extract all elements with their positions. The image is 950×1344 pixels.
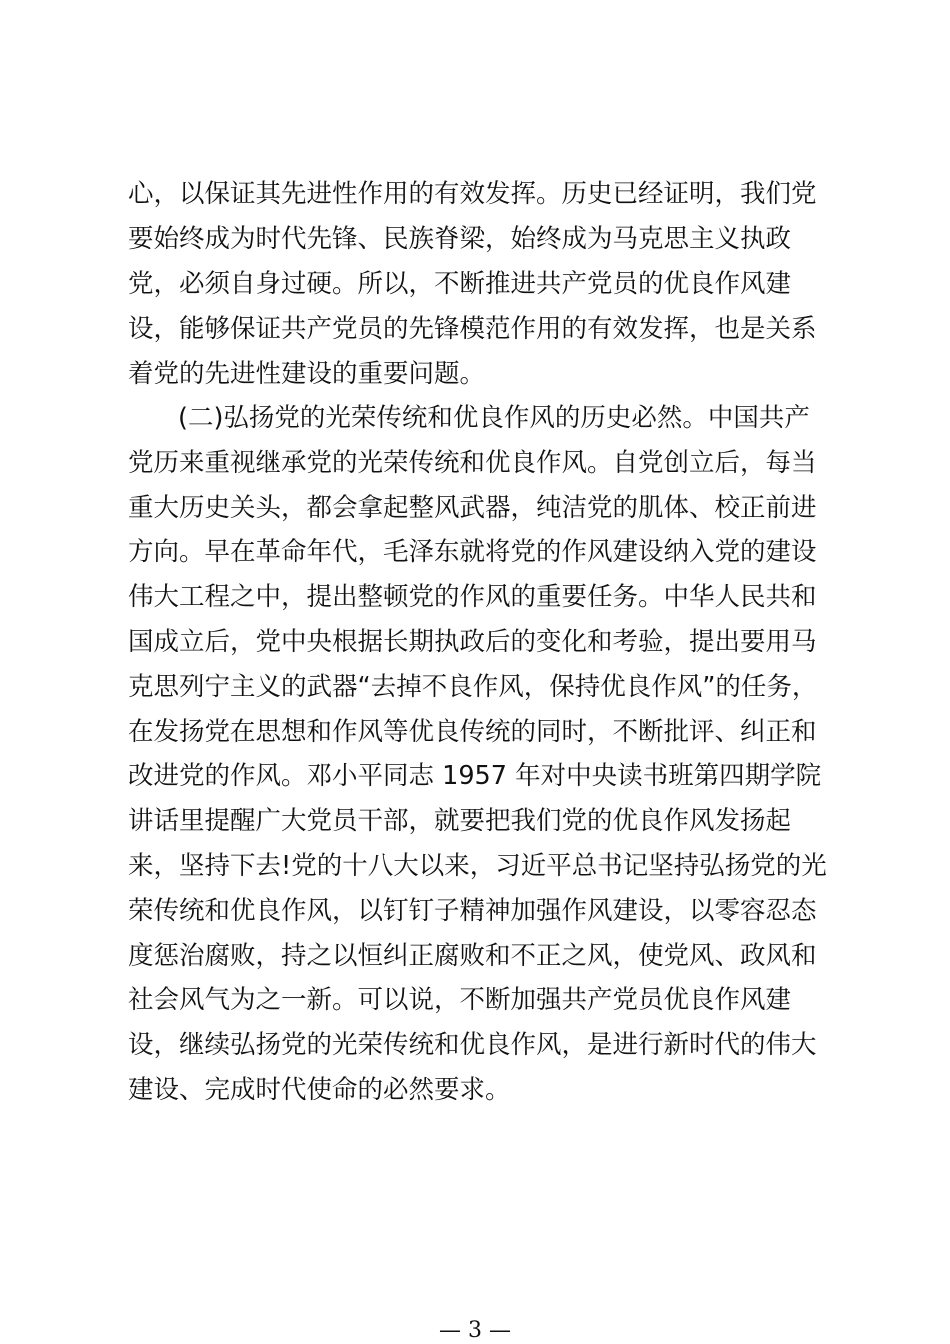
text-line: 国成立后，党中央根据长期执政后的变化和考验，提出要用马	[128, 627, 817, 657]
text-line: 讲话里提醒广大党员干部，就要把我们党的优良作风发扬起	[128, 806, 792, 836]
text-line: 设，继续弘扬党的光荣传统和优良作风，是进行新时代的伟大	[128, 1030, 817, 1060]
paragraph-heading-line: (二)弘扬党的光荣传统和优良作风的历史必然。中国共产	[178, 403, 810, 433]
text-line: 设，能够保证共产党员的先锋模范作用的有效发挥，也是关系	[128, 314, 817, 344]
text-line: 度惩治腐败，持之以恒纠正腐败和不正之风，使党风、政风和	[128, 941, 817, 971]
text-line: 来，坚持下去!党的十八大以来，习近平总书记坚持弘扬党的光	[128, 851, 827, 881]
text-line: 着党的先进性建设的重要问题。	[128, 359, 486, 389]
page-number: — 3 —	[439, 1318, 511, 1343]
text-line: 伟大工程之中，提出整顿党的作风的重要任务。中华人民共和	[128, 582, 817, 612]
text-line: 克思列宁主义的武器“去掉不良作风，保持优良作风”的任务，	[128, 672, 818, 702]
text-line: 要始终成为时代先锋、民族脊梁，始终成为马克思主义执政	[128, 224, 792, 254]
text-line: 重大历史关头，都会拿起整风武器，纯洁党的肌体、校正前进	[128, 493, 817, 523]
text-line: 党，必须自身过硬。所以，不断推进共产党员的优良作风建	[128, 269, 792, 299]
text-line: 改进党的作风。邓小平同志 1957 年对中央读书班第四期学院	[128, 761, 822, 791]
text-line: 在发扬党在思想和作风等优良传统的同时，不断批评、纠正和	[128, 717, 817, 747]
text-line: 方向。早在革命年代，毛泽东就将党的作风建设纳入党的建设	[128, 537, 817, 567]
text-line: 心，以保证其先进性作用的有效发挥。历史已经证明，我们党	[128, 179, 817, 209]
text-line: 荣传统和优良作风，以钉钉子精神加强作风建设，以零容忍态	[128, 896, 817, 926]
text-line: 党历来重视继承党的光荣传统和优良作风。自党创立后，每当	[128, 448, 817, 478]
text-line: 社会风气为之一新。可以说，不断加强共产党员优良作风建	[128, 985, 792, 1015]
text-line: 建设、完成时代使命的必然要求。	[128, 1075, 511, 1105]
